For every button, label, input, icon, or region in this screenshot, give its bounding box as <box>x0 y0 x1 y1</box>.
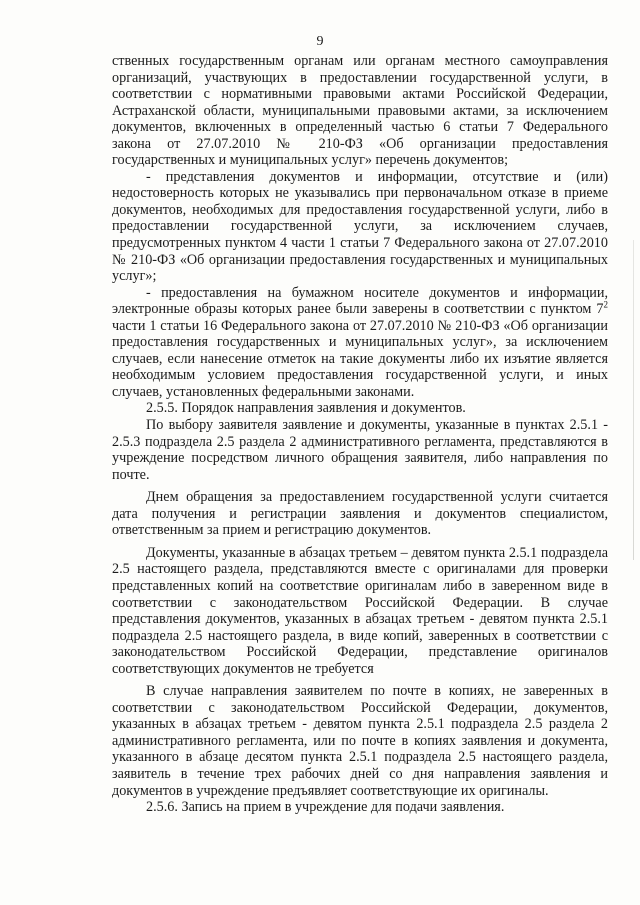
paragraph-continuation: ственных государственным органам или органам местного самоуправления организаций, участвующих в предоставлении государственной услуги, в соответствии с нормативными правовыми актами Российской Федерации, Астраханской области, муниципальными правовыми актами, за исключением документов, включенных в определенный частью 6 статьи 7 Федерального закона от 27.07.2010 № 210-ФЗ «Об организации предоставления государственных и муниципальных услуг» перечень документов; <box>112 53 608 169</box>
paragraph-text: части 1 статьи 16 Федерального закона от 27.07.2010 № 210-ФЗ «Об организации предоставления государственных и муниципальных услуг», за исключением случаев, если нанесение отметок на такие документы либо их изъятие является необходимым условием предоставления государственной услуги, и иных случаев, установленных федеральными законами. <box>112 317 608 400</box>
paragraph-text: - предоставления на бумажном носителе документов и информации, электронные образы которых ранее были заверены в соответствии с пунктом 7 <box>112 284 608 318</box>
paragraph: По выбору заявителя заявление и документы, указанные в пунктах 2.5.1 - 2.5.3 подраздела 2.5 раздела 2 административного регламента, представляются в учреждение посредством личного обращения заявителя, либо направления по почте. <box>112 417 608 483</box>
paragraph: Днем обращения за предоставлением государственной услуги считается дата получения и регистрации заявления и документов специалистом, ответственным за прием и регистрацию документов. <box>112 489 608 539</box>
page-number: 9 <box>316 34 324 49</box>
paragraph-list-item-1: - представления документов и информации, отсутствие и (или) недостоверность которых не указывались при первоначальном отказе в приеме документов, необходимых для предоставления государственной услуги, либо в предоставлении государственной услуги, за исключением случаев, предусмотренных пунктом 4 части 1 статьи 7 Федерального закона от 27.07.2010 № 210-ФЗ «Об организации предоставления государственных и муниципальных услуг»; <box>112 168 608 285</box>
superscript: 2 <box>603 299 608 310</box>
paragraph: В случае направления заявителем по почте в копиях, не заверенных в соответствии с законодательством Российской Федерации, документов, указанных в абзацах третьем - девятом пункта 2.5.1 подраздела 2.5 раздела 2 административного регламента, или по почте в копиях заявления и документа, указанного в абзаце десятом пункта 2.5.1 подраздела 2.5 настоящего раздела, заявитель в течение трех рабочих дней со дня направления заявления и документов в учреждение предъявляет соответствующие их оригиналы. <box>112 683 608 799</box>
section-heading-2-5-6: 2.5.6. Запись на прием в учреждение для подачи заявления. <box>146 799 505 816</box>
paragraph: Документы, указанные в абзацах третьем – девятом пункта 2.5.1 подраздела 2.5 настоящего раздела, представляются вместе с оригиналами для проверки представленных копий на соответствие оригиналам либо в заверенном виде в соответствии с законодательством Российской Федерации. В случае представления документов, указанных в абзацах третьем - девятом пункта 2.5.1 подраздела 2.5 настоящего раздела, в виде копий, заверенных в соответствии с законодательством Российской Федерации, представление оригиналов соответствующих документов не требуется <box>112 544 608 677</box>
section-heading-2-5-5: 2.5.5. Порядок направления заявления и документов. <box>146 400 466 417</box>
scan-edge-mark <box>633 240 634 560</box>
document-body <box>112 53 608 816</box>
paragraph-list-item-2 <box>112 285 608 401</box>
